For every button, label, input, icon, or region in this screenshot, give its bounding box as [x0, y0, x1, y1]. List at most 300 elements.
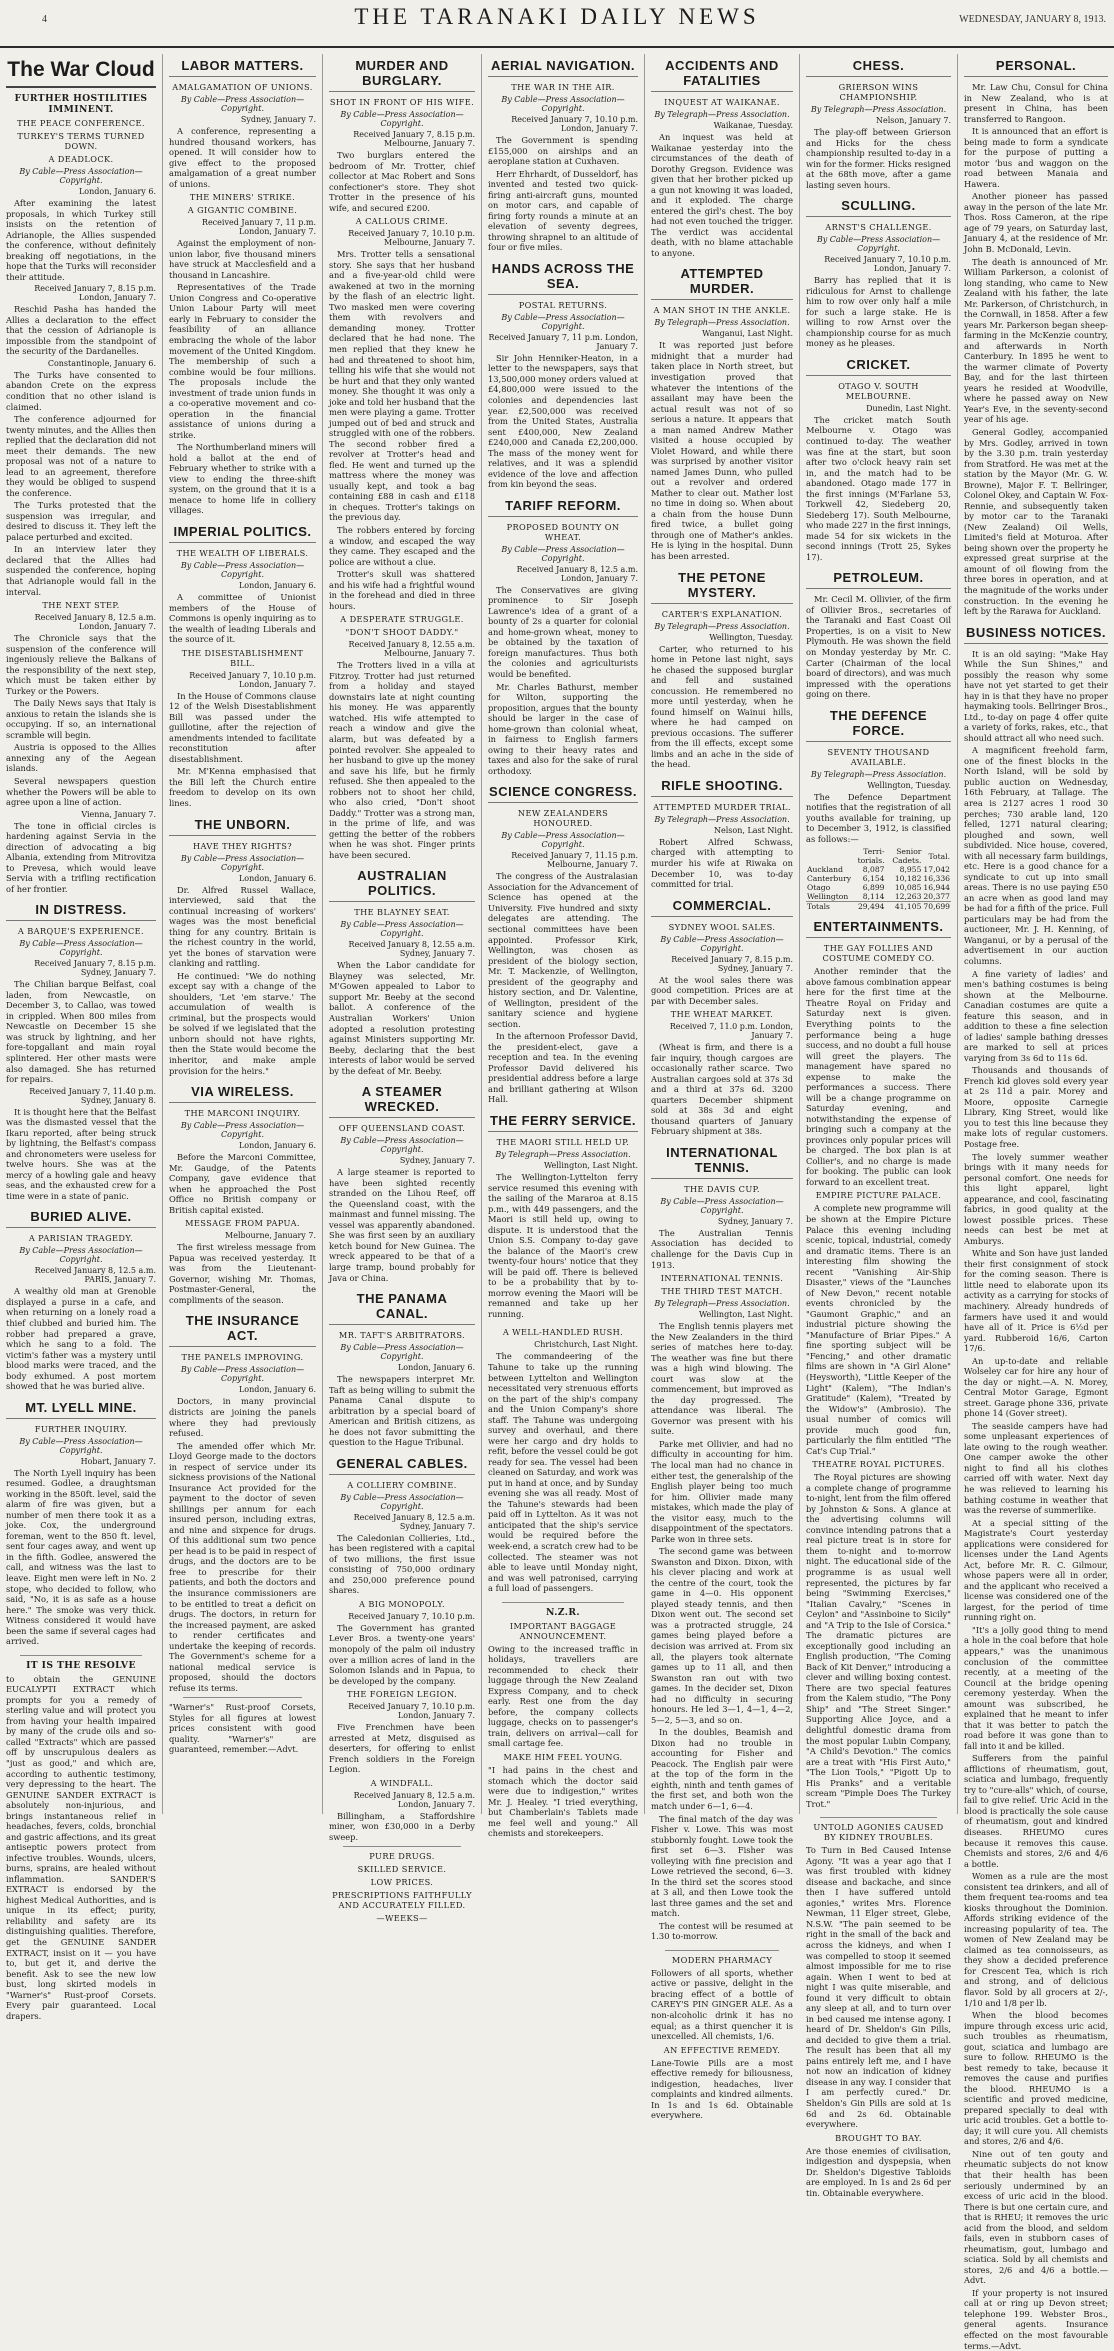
article-insurance-act [169, 1313, 316, 1755]
subheading: THE GAY FOLLIES AND COSTUME COMEDY CO. [822, 943, 935, 964]
headline: SCIENCE CONGRESS. [488, 784, 638, 803]
article-petone-mystery [651, 570, 793, 770]
dateline: Received January 7, 11.40 p.m. Sydney, January 8. [29, 1086, 156, 1105]
headline: The War Cloud [6, 58, 156, 88]
paragraph: The congress of the Australasian Association for the Advancement of Science has opened at the University. Five hundred and sixty delegates are attending. The sectional committees have been appointed. Professor Kirk, Wellington, was chosen as president of the biology section, Mr. T. Mackenzie, of Wellington, president of the geography and history section, and Dr. Valentine, of Wellington, president of the sanitary science and hygiene section. [488, 871, 638, 1029]
dateline: Constantinople, January 6. [47, 358, 156, 368]
paragraph: The death is announced of Mr. William Parkerson, a colonist of long standing, who came to New Zealand with his father, the late Mr. Parkerson, of Christchurch, in the Cornwall, in 1858. After a few years Mr. Parkerson began sheep-farming in the McKenzie country, and afterwards in North Canterbury. In 1895 he went to the warmer climate of Poverty Bay, and for the last thirteen years he resided at Woodville, where he passed away on New Year's Eve, in the seventy-second year of his age. [964, 256, 1108, 425]
paragraph: Parke met Ollivier, and had no difficulty in accounting for him. The local man had no chance in either test, the generalship of the English player being too much for him. Ollivier made many mistakes, which made the play of the visitor easy, much to the disappointment of the spectators. Parke won in three sets. [651, 1438, 793, 1544]
headline: AERIAL NAVIGATION. [488, 58, 638, 77]
dateline: Received January 7, 11.15 p.m. Melbourne, January 7. [511, 851, 638, 870]
table-row [806, 892, 951, 902]
credit-line: By Telegraph—Press Association. [654, 318, 790, 328]
dateline: Received January 8, 12.55 a.m. Melbourne, January 7. [348, 640, 475, 659]
credit-line: By Telegraph—Press Association. [654, 814, 790, 824]
paragraph: The Daily News says that Italy is anxious to retain the islands she is occupying. If so, an international scramble will begin. [6, 698, 156, 740]
paragraph: When the Labor candidate for Blayney was selected, Mr. M'Gowen appealed to Labor to support Mr. Beeby at the second ballot. A conference of the Australian Workers' Union adopted a resolution protesting against Ministers supporting Mr. Beeby, declaring that the best interests of labor would be served by the defeat of Mr. Beeby. [329, 960, 475, 1076]
dateline: Sydney, January 7. [240, 115, 316, 124]
paragraph: The Chronicle says that the suspension of the conference will ingeniously relieve the Balkans of the responsibility of the next step, which must be taken either by Turkey or the Powers. [6, 633, 156, 696]
paragraph: The Government has granted Lever Bros. a twenty-one years' monopoly of the palm oil industry over a million acres of land in the Solomon Islands and in Papua, to be developed by the company. [329, 1622, 475, 1686]
table-cell: 16,336 [923, 874, 950, 884]
paragraph: Doctors, in many provincial districts are joining the panels where they had previously refused. [169, 1396, 316, 1439]
subheading: THE DISESTABLISHMENT BILL. [181, 647, 304, 668]
headline: MURDER AND BURGLARY. [329, 58, 475, 92]
ad-text: "Warner's" Rust-proof Corsets, Styles for all figures at lowest prices consistent with good quality. "Warner's" are guaranteed, remember.—Advt. [169, 1702, 316, 1755]
paragraph: Billingham, a Staffordshire miner, won £30,000 in a Derby sweep. [329, 1810, 475, 1842]
paragraph: The Royal pictures are showing a complete change of programme to-night, lent from the film offered by Johnston & Sons. A glance at the advertising columns will convince intending patrons that a real picture treat is in store for them to-night and to-morrow night. The educational side of the programme is as usual well represented, the pictures by far being "Swimming Exercises," "Italian Cavalry," "Scenes in Ceylon" and "Assinboine to Sicily" and "A Trip to the Isle of Corsica." The dramatic pictures are exceptionally good including an English production, "The Coming Back of Kit Denver," introducing a clever and willing boxing contest. There are two special features from the Kalem studio, "The Pony Ship" and "The Street Singer." Supporting Alice Joyce, and a delightful domestic drama from the most popular Lubin Company, "A Child's Devotion." The comics are a treat with "His First Auto," "The Lion Tools," "Pigott Up to His Pranks" and a veritable scream "Pimple Does The Turkey Trot." [806, 1472, 951, 1809]
paragraph: The Defence Department notifies that the registration of all youths available for training, up to December 3, 1912, is classified as follows:— [806, 791, 951, 844]
column-4 [481, 54, 644, 1839]
headline: ATTEMPTED MURDER. [651, 266, 793, 300]
paragraph: Mrs. Trotter tells a sensational story. She says that her husband and a five-year-old child were awakened at two in the morning by the flash of an electric light. Two masked men were covering them with revolvers and demanding money. Trotter declared that he had none. The men replied that they knew he had and threatened to shoot him, telling his wife that she would not be hurt and that they only wanted money. She thought it was only a joke and told her husband that the men were playing a game. Trotter jumped out of bed and struck and struggled with one of the robbers. The second robber fired a revolver at Trotter's head and fled. He went and turned up the mattress where the money was usually kept, and took a bag containing £88 in cash and £118 in cheques. Trotter's takings on the previous day. [329, 249, 475, 523]
paragraph: Herr Ehrhardt, of Dusseldorf, has invented and tested two quick-firing anti-aircraft guns, mounted on motor cars, and capable of firing forty rounds a minute at an elevation of seventy degrees, throwing shrapnel to an altitude of four or five miles. [488, 168, 638, 253]
divider [20, 1655, 142, 1656]
ad-text: Lane-Towie Pills are a most effective remedy for biliousness, indigestion, headaches, liver complaints and kindred ailments. In 1s and 1s 6d. Obtainable everywhere. [651, 2057, 793, 2121]
headline: RIFLE SHOOTING. [651, 778, 793, 797]
dateline: London, January 6. [397, 1363, 475, 1373]
credit-line: By Cable—Press Association—Copyright. [501, 95, 625, 113]
dateline: Received January 7, 10.10 p.m. London, January 7. [511, 115, 638, 133]
credit-line: By Telegraph—Press Association. [810, 769, 947, 779]
credit-line: By Cable—Press Association—Copyright. [180, 1365, 305, 1384]
paragraph: It is announced that an effort is being made to form a syndicate for the purpose of putting a motor 'bus and waggon on the road between Manaia and Hawera. [964, 126, 1108, 189]
article-mt-lyell [6, 1400, 156, 1647]
dateline: Received January 7, 11 p.m. London, January 7. [488, 332, 638, 351]
subheading: ATTEMPTED MURDER TRIAL. [653, 801, 791, 812]
paragraph: In the House of Commons clause 12 of the Welsh Disestablishment Bill was passed under the guillotine, after the rejection of amendments intended to facilitate reconstitution after disestablishment. [169, 690, 316, 764]
dateline: Received January 8, 12.5 a.m. London, January 7. [34, 613, 156, 632]
paragraph: A magnificent freehold farm, one of the finest blocks in the North Island, will be sold by public auction on Wednesday, 16th February, at Tallage. The area is 2127 acres 1 rood 30 perches; 730 arable land, 120 felled, 1271 natural clearing; ploughed and sown, well subdivided. Nice house, covered, with all necessary farm buildings, etc. Here is a good chance for a syndicate to cut up into small areas. There is no use paying £50 an acre when as good land may be had for a fifth of the price. Full particulars may be had from the auctioneer, Mr. J. H. Kenning, of Wanganui, or by a perusal of the advertisement in our auction columns. [964, 745, 1108, 966]
paragraph: Sir John Henniker-Heaton, in a letter to the newspapers, says that 13,500,000 money orders valued at £4,800,000 were issued to the colonies and dependencies last year. £2,500,000 was received from the United States, Australia sent £400,000, New Zealand £240,000 and Canada £2,200,000. The mass of the money went for relatives, and it was a splendid evidence of the love and affection from kin beyond the seas. [488, 352, 638, 490]
paragraph: The Turks have consented to abandon Crete on the express condition that no other island is claimed. [6, 369, 156, 412]
article-entertainments [806, 919, 951, 1809]
credit-line: By Cable—Press Association—Copyright. [19, 167, 143, 185]
article-personal [964, 58, 1108, 617]
paragraph: Mr. Cecil M. Ollivier, of the firm of Ollivier Bros., secretaries of the Taranaki and East Coast Oil Properties, is on a visit to New Plymouth. He was shown the field on Monday yesterday by Mr. C. Carter (Chairman of the local board of directors), and was much impressed with the operations going on there. [806, 594, 951, 700]
table-cell: 8,087 [862, 865, 885, 875]
credit-line: By Cable—Press Association—Copyright. [816, 235, 941, 254]
paragraph: Nine out of ten gouty and rheumatic subjects do not know that their health has been seriously undermined by an excess of uric acid in the blood. There is but one certain cure, and that is RHEU; it removes the uric acid from the blood, and seldom fails, even in stubborn cases of rheumatism, gout, lumbago and sciatica. Sold by all chemists and stores, 2/6 and 4/6 a bottle.—Advt. [964, 2148, 1108, 2286]
headline: BURIED ALIVE. [6, 1209, 156, 1228]
headline: SCULLING. [806, 198, 951, 217]
paragraph: (Wheat is firm, and there is a fair inquiry, though cargoes are occasionally rather scarce. Two Australian cargoes sold at 37s 3d and a third at 37s 6d. 3200 quarters December shipment sold at 38s 3d and eight thousand quarters of January February shipment at 38s. [651, 1042, 793, 1137]
subheading: EMPIRE PICTURE PALACE. [815, 1190, 942, 1201]
table-cell: Wellington [807, 892, 849, 902]
paragraph: The first wireless message from Papua was received yesterday. It was from the Lieutenant-Governor, wishing Mr. Thomas, Postmaster-General, the compliments of the season. [169, 1242, 316, 1305]
ad-subheading: BROUGHT TO BAY. [835, 2132, 922, 2143]
article-australian-politics [329, 868, 475, 1076]
table-cell: 8,114 [862, 892, 885, 902]
column-7 [957, 54, 1114, 2351]
paragraph: In the doubles, Beamish and Dixon had no trouble in accounting for Fisher and Peacock. The English pair were at the top of the form in the eighth, ninth and tenth games of the first set, and both won the match under 6—1, 6—4. [651, 1727, 793, 1811]
dateline: Wellington, Tuesday. [867, 780, 951, 790]
credit-line: By Cable—Press Association—Copyright. [340, 920, 464, 939]
credit-line: By Cable—Press Association—Copyright. [501, 312, 625, 331]
article-well-handled-rush [488, 1327, 638, 1593]
table-row [806, 865, 951, 874]
subheading: INTERNATIONAL TENNIS. [660, 1273, 784, 1284]
dateline: Wellington, Last Night. [698, 1310, 793, 1320]
dateline: Waikanae, Tuesday. [713, 121, 793, 130]
paragraph: Dr. Alfred Russel Wallace, interviewed, said that the continual increasing of workers' wages was the most beneficial thing for any country. Britain is the richest country in the world, yet the bones of starvation were clanking and rattling. [169, 884, 316, 969]
paragraph: The Turks protested that the suspension was irregular, and desired to discuss it. They left the palace perturbed and excited. [6, 500, 156, 542]
dateline: Received January 7, 10.10 p.m. London, January 7. [824, 255, 951, 274]
dateline: Received January 8, 12.5 a.m. Sydney, January 7. [353, 1512, 475, 1531]
ad-text: To Turn in Bed Caused Intense Agony. "It was a year ago that I was first troubled with kidney disease and backache, and since then I have suffered untold agonies," writes Mrs. Florence Newman, 11 Elger street, Glebe, N.S.W. "The pain seemed to be right in the small of the back and across the kidneys, and when I was compelled to stoop it seemed almost impossible for me to rise again. When I went to bed at night I was quite miserable, and found it very difficult to obtain any sleep at all, and to turn over in bed caused me intense agony. I heard of Dr. Sheldon's Gin Pills, and decided to give them a trial. The result has been that all my pains entirely left me, and I have not now an indication of kidney disease in any way. I consider that I am perfectly cured." Dr. Sheldon's Gin Pills are sold at 1s 6d and 2s 6d. Obtainable everywhere. [806, 1845, 951, 2130]
dateline: Received January 7, 8.15 p.m. Sydney, January 7. [34, 959, 156, 978]
article-ferry-service [488, 1113, 638, 1319]
divider [183, 1697, 302, 1698]
dateline: Nelson, January 7. [875, 116, 951, 125]
table-cell: 8,955 [899, 865, 922, 875]
dateline: Melbourne, January 7. [225, 1231, 316, 1241]
credit-line: By Cable—Press Association—Copyright. [340, 110, 464, 128]
headline: A STEAMER WRECKED. [329, 1084, 475, 1118]
subheading: THE DAVIS CUP. [684, 1183, 760, 1194]
subheading: OTAGO V. SOUTH MELBOURNE. [838, 380, 919, 401]
ad-line: LOW PRICES. [370, 1877, 434, 1888]
ad-subheading: AN EFFECTIVE REMEDY. [663, 2044, 781, 2055]
issue-date: WEDNESDAY, JANUARY 8, 1913. [959, 14, 1106, 25]
paragraph: A committee of Unionist members of the House of Commons is openly inquiring as to the wealth of leading Liberals and the source of it. [169, 592, 316, 645]
paragraph: It is thought here that the Belfast was the dismasted vessel that the Ikaru reported, after being struck by lightning, the Belfast's compass and chronometers were useless for twelve hours. She was at the mercy of a howling gale and heavy seas, and the exhausted crew for a time were in a state of panic. [6, 1106, 156, 1201]
paragraph: "It's a jolly good thing to mend a hole in the coal before that hole appears," was the unanimous conclusion of the committee recently, at a meeting of the Council at the bridge opening ceremony yesterday. When the amount was subscribed, he explained that he meant to infer that it was better to patch the road before it was gone than to fall into it and be killed. [964, 1624, 1108, 1751]
headline: VIA WIRELESS. [169, 1084, 316, 1103]
subheading: PROPOSED BOUNTY ON WHEAT. [506, 521, 620, 542]
article-chess [806, 58, 951, 190]
dateline: Received January 7, 10.10 p.m. [348, 1611, 475, 1621]
paragraph: The Trotters lived in a villa at Fitzroy. Trotter had just returned from a holiday and stayed downstairs late at night counting his money. He was apparently watched. His wife attempted to reach a window and give the alarm, but was defeated by a pointed revolver. She appealed to her husband to give up the money and save his life, but he firmly refused. She then appealed to the robbers not to shoot her child, who also cried, "Don't shoot Daddy." Trotter was a strong man, in the prime of life, and was getting the better of the robbers when he was shot. Finger prints have been secured. [329, 660, 475, 860]
table-cell: 20,377 [923, 892, 950, 902]
headline: HANDS ACROSS THE SEA. [488, 261, 638, 295]
paragraph: Against the employment of non-union labor, five thousand miners have struck at Macclesfield and a thousand in Lancashire. [169, 238, 316, 280]
table-cell: 6,154 [862, 874, 885, 884]
table-cell: 70,699 [923, 902, 950, 912]
subheading: THE MINERS' STRIKE. [189, 192, 296, 203]
ad-heading: UNTOLD AGONIES CAUSED BY KIDNEY TROUBLES. [813, 1822, 944, 1843]
headline: THE UNBORN. [169, 817, 316, 836]
paragraph: Sufferers from the painful afflictions of rheumatism, gout, sciatica and lumbago, frequently try to "cure-alls" which, of course, fail to give relief. Uric Acid in the blood is practically the sole cause of rheumatism, gout and kindred diseases. RHEUMO cures because it removes this cause. Chemists and stores, 2/6 and 4/6 a bottle. [964, 1753, 1108, 1869]
dateline: Received January 7, 8.15 p.m. Sydney, January 7. [671, 954, 793, 973]
ad-line: PRESCRIPTIONS FAITHFULLY AND ACCURATELY FILLED. [332, 1890, 472, 1911]
ad-heading: MODERN PHARMACY [671, 1954, 773, 1965]
dateline: London, January 6. [238, 581, 316, 590]
paragraph: Another pioneer has passed away in the person of the late Mr. Thos. Ross Cameron, at the ripe age of 79 years, on Saturday last, January 4, at the residence of Mr. John B. McDonald, Levin. [964, 191, 1108, 254]
dateline: London, January 6. [238, 1141, 316, 1151]
paragraph: Representatives of the Trade Union Congress and Co-operative Union Labour Party will meet early in February to consider the feasibility of an alliance embracing the whole of the labor movement of the United Kingdom. The membership of such a combine would be four millions. The proposals include the investment of trade union funds in a co-operative movement and co-operation in the financial assistance of unions during a strike. [169, 282, 316, 440]
article-war-cloud [6, 58, 156, 894]
paragraph: The seaside campers have had some unpleasant experiences of late owing to the rough weather. One camper awoke the other night to find all his clothes carried off with water. Next day he was relieved to learning his bathing costume in weather that was the reverse of summerlike. [964, 1420, 1108, 1516]
credit-line: By Cable—Press Association—Copyright. [19, 1246, 143, 1265]
table-cell: Canterbury [807, 874, 852, 884]
article-cricket [806, 357, 951, 562]
headline: ENTERTAINMENTS. [806, 919, 951, 938]
credit-line: By Telegraph—Press Association. [810, 105, 947, 114]
ad-line: SKILLED SERVICE. [357, 1864, 447, 1875]
subheading: CARTER'S EXPLANATION. [661, 608, 783, 619]
advertisement-pharmacy [651, 1955, 793, 2121]
ad-subheading: MAKE HIM FEEL YOUNG. [503, 1751, 623, 1762]
ad-text: Are those enemies of civilisation, indigestion and dyspepsia, when Dr. Sheldon's Digestive Tabloids are employed. In 1s and 2s 6d per tin. Obtainable everywhere. [806, 2145, 951, 2198]
subheading: A DEADLOCK. [48, 154, 114, 164]
headline: GENERAL CABLES. [329, 1456, 475, 1475]
credit-line: By Cable—Press Association—Copyright. [19, 1436, 143, 1455]
credit-line: By Cable—Press Association—Copyright. [501, 831, 625, 850]
paragraph: The Northumberland miners will hold a ballot at the end of February whether to strike with a view to ending the three-shift system, on the ground that it is a menace to home life in colliery villages. [169, 442, 316, 516]
ad-heading: IT IS THE RESOLVE [26, 1659, 136, 1671]
paragraph: At the wool sales there was good competition. Prices are at par with December sales. [651, 974, 793, 1006]
table-cell: 6,899 [862, 883, 885, 893]
subheading: MESSAGE FROM PAPUA. [185, 1218, 300, 1229]
article-accidents [651, 58, 793, 258]
column-6 [799, 54, 957, 2198]
credit-line: By Cable—Press Association—Copyright. [340, 1136, 464, 1155]
headline: COMMERCIAL. [651, 898, 793, 917]
subheading: THE THIRD TEST MATCH. [661, 1286, 783, 1297]
divider [665, 1950, 779, 1951]
paragraph: General Godley, accompanied by Mrs. Godley, arrived in town by the 3.30 p.m. train yesterday from Stratford. He was met at the station by the Mayor (Mr. G. W. Browne), Major F. T. Bellringer, Colonel Okey, and Captain W. Fox-Rennie, and subsequently taken by motor car to the Taranaki (New Zealand) Oil Wells, Limited's field at Moturoa. After being shown over the property he expressed great surprise at the amount of oil flowing from the three bores in operation, and at the magnitude of the works under construction. In the evening he left by the Rarawa for Auckland. [964, 427, 1108, 617]
ad-text: Followers of all sports, whether active or passive, delight in the bracing effect of a bottle of CAREY'S PIN GINGER ALE. As a non-alcoholic drink it has no equal; as a thirst quencher it is unexcelled. All chemists, 1/6. [651, 1967, 793, 2042]
subheading: NEW ZEALANDERS HONOURED. [517, 808, 609, 829]
dateline: Received January 7, 11 p.m. London, January 7. [201, 218, 316, 237]
paragraph: An inquest was held at Waikanae yesterday into the circumstances of the death of Dorothy Gregson. Evidence was given that her brother picked up a gun not knowing it was loaded, and it exploded. The charge entered the girl's chest. The boy had not even touched the trigger. The verdict was accidental death, with no blame attachable to anyone. [651, 132, 793, 258]
table-row [806, 874, 951, 883]
table-header: Terri-torials. [857, 847, 885, 866]
article-general-cables [329, 1456, 475, 1924]
paragraph: Before the Marconi Committee, Mr. Gaudge, of the Patents Company, gave evidence that when he approached the Post Office no British company or British capital existed. [169, 1152, 316, 1215]
dateline: Received January 7, 10.10 p.m. London, January 7. [348, 1702, 475, 1721]
dateline: Vienna, January 7. [81, 809, 156, 819]
paragraph: In the afternoon Professor David, the president-elect, gave a reception and tea. In the evening Professor David delivered his presidential address before a large and brilliant gathering at Wilson Hall. [488, 1031, 638, 1105]
article-tariff-reform [488, 498, 638, 777]
advertisement-baggage [488, 1607, 638, 1839]
credit-line: By Telegraph—Press Association. [654, 621, 790, 631]
ad-subheading: IMPORTANT BAGGAGE ANNOUNCEMENT. [509, 1620, 617, 1641]
subheading: THE WEALTH OF LIBERALS. [176, 548, 309, 558]
paragraph: Two burglars entered the bedroom of Mr. Trotter, chief collector at Mac Robert and Sons confectioner's store. They shot Trotter in the presence of his wife, and secured £200. [329, 150, 475, 213]
table-cell: 12,263 [894, 892, 922, 902]
article-rifle-shooting [651, 778, 793, 890]
paragraph: Mr. M'Kenna emphasised that the Bill left the Church entire freedom to develop on its own lines. [169, 766, 316, 808]
dateline: Received January 7, 8.15 p.m. London, January 7. [34, 284, 156, 303]
table-cell: 41,105 [886, 902, 923, 912]
headline: THE PANAMA CANAL. [329, 1291, 475, 1325]
headline: LABOR MATTERS. [169, 58, 316, 77]
subheading: HAVE THEY RIGHTS? [192, 840, 293, 851]
subheading: THE BLAYNEY SEAT. [354, 907, 450, 918]
subheading: "DON'T SHOOT DADDY." [345, 627, 459, 638]
paragraph: A complete new programme will be shown at the Empire Picture Palace this evening including scenic, topical, industrial, comedy and dramatic items. There is an interesting film showing the recent "Vanishing Air-Ship Disaster," views of the "Launches of New Devon," recent notable events chronicled by the "Gaumont Graphic," and an industrial picture showing the "Manufacture of Briar Pipes." A fine sporting subject will be "Fencing," and other dramatic films are shown in "A Girl Alone" (Heysworth), "Little Keeper of the Light" (Kalem), "The Indian's Gratitude" (Kalem), "Treated by the Widow's" (Ambrosio). The usual number of comics will provide much good fun, particularly the film entitled "The Cat's Cup Trial." [806, 1203, 951, 1456]
subheading: A DESPERATE STRUGGLE. [340, 614, 464, 625]
headline: TARIFF REFORM. [488, 498, 638, 517]
article-in-distress [6, 902, 156, 1201]
table-cell: Totals [806, 902, 852, 912]
credit-line: By Telegraph—Press Association. [495, 1150, 631, 1159]
subheading: A WINDFALL. [370, 1777, 434, 1788]
subheading: A WELL-HANDLED RUSH. [502, 1327, 624, 1338]
ad-line: PURE DRUGS. [369, 1851, 435, 1862]
credit-line: By Cable—Press Association—Copyright. [180, 95, 305, 113]
table-header: Senior Cadets. [892, 847, 922, 866]
dateline: Received January 8, 12.5 a.m. PARIS, January 7. [34, 1266, 156, 1285]
table-header-row [806, 847, 951, 865]
dateline: London, January 6. [78, 187, 156, 196]
subheading: A GIGANTIC COMBINE. [187, 205, 298, 216]
paragraph: The North Lyell inquiry has been resumed. Godlee, a draughtsman working in the 850ft. level, said the alarm of fire was given, but a number of men there took it as a joke. Cox, the underground foreman, went to the 850 ft. level, sent four cages away, and went up in the fifth. Godlee, answered the call, and witness was the last to leave. Eight men were left in No. 2 stope, who decided to follow, who said, "No, it is as safe as a house here." The smoke was very thick. Witness considered it would have been the same if several cages had arrived. [6, 1467, 156, 1647]
subheading: THEATRE ROYAL PICTURES. [812, 1459, 945, 1470]
paragraph: A conference, representing a hundred thousand workers, has opened. It will consider how to give effect to the proposed amalgamation of a great number of unions. [169, 126, 316, 189]
paragraph: Women as a rule are the most consistent tea drinkers, and all of them frequent tea-rooms and tea kiosks throughout the Dominion. Affords striking evidence of the increasing popularity of tea. The women of New Zealand may be claimed as tea connoisseurs, as they show a decided preference for Crescent Tea, which is rich and strong, and of delicious flavor. Sold by all grocers at 2/-, 1/10 and 1/8 per lb. [964, 1871, 1108, 2008]
headline: PERSONAL. [964, 58, 1108, 77]
paragraph: It was reported just before midnight that a murder had taken place in North street, but investigation proved that whatever the intentions of the assailant may have been the actual result was not of so serious a nature. It appears that a man named Andrew Mather visited a house occupied by Violet Howard, and while there was surprised by another visitor named James Dunn, who pulled out a revolver and ordered Mather to clear out. Mather lost no time in doing so. When about a chain from the house Dunn fired twice, a bullet going through one of Mather's ankles. He is lying in the hospital. Dunn has been arrested. [651, 340, 793, 561]
article-via-wireless [169, 1084, 316, 1305]
table-cell: 10,182 [894, 874, 922, 884]
advertisement-kidney [806, 1822, 951, 2198]
paragraph: Trotter's skull was shattered and his wife had a frightful wound in the forehead and died in three hours. [329, 569, 475, 611]
article-commercial [651, 898, 793, 1137]
paragraph: The English tennis players met the New Zealanders in the third series of matches here to-day. The weather was fine but there was a high wind blowing. The court was slow at the commencement, but improved as the day progressed. The attendance was liberal. The Governor was present with his suite. [651, 1321, 793, 1437]
dateline: Hobart, January 7. [80, 1456, 156, 1466]
table-row [806, 883, 951, 892]
credit-line: By Cable—Press Association—Copyright. [180, 561, 305, 579]
paragraph: The newspapers interpret Mr. Taft as being willing to submit the Panama Canal dispute to arbitration by a special board of American and British citizens, as he does not favor submitting the question to the Hague Tribunal. [329, 1374, 475, 1448]
paragraph: An up-to-date and reliable Wolseley car for hire any hour of the day or night.—A. N. Morey, Central Motor Garage, Egmont street. Garage phone 336, private phone 14 (Gover street). [964, 1355, 1108, 1419]
article-hands-across-sea [488, 261, 638, 490]
credit-line: By Cable—Press Association—Copyright. [19, 939, 143, 958]
paragraph: The commandeering of the Tahune to take up the running between Lyttelton and Wellington necessitated very strenuous efforts on the part of the ship's company and the Union Company's shore staff. The Tahune was undergoing survey and overhaul, and there were her cargo and dry holds to refit, before the vessel could be got ready for sea. The vessel had been cleaned on Saturday, and work was put in hand at once, and by Sunday evening she was all ready. Most of the Tahune's stewards had been paid off in Lyttelton. As it was not anticipated that the ship's service would be required before the week-end, a scratch crew had to be collected. The steamer was not able to leave until Monday night, and was well patronised, carrying a full load of passengers. [488, 1351, 638, 1594]
paragraph: The Wellington-Lyttelton ferry service resumed this evening with the sailing of the Mararoa at 8.15 p.m., with 449 passengers, and the Maori is still held up, owing to dispute. It is understood that the Union S.S. Company to-day gave the balance of the Maori's crew twenty-four hours' notice that they will be paid off. There is believed to be a probability that by to-morrow evening the Maori will be remanned and take up her running. [488, 1172, 638, 1319]
subheading: POSTAL RETURNS. [518, 299, 608, 310]
credit-line: By Telegraph—Press Association. [654, 110, 790, 119]
dateline: Received January 7, 8.15 p.m. Melbourne, January 7. [353, 130, 475, 148]
table-total-row [806, 902, 951, 912]
article-steamer-wrecked [329, 1084, 475, 1283]
ad-text: "I had pains in the chest and stomach which the doctor said were due to indigestion," writes Mr. J. Healey. "I tried everything, but Chamberlain's Tablets made me feel well and young." All chemists and storekeepers. [488, 1764, 638, 1839]
credit-line: By Telegraph—Press Association. [654, 1299, 790, 1309]
paragraph: Several newspapers question whether the Powers will be able to agree upon a line of action. [6, 775, 156, 808]
article-business-notices [964, 625, 1108, 2351]
column-3 [322, 54, 481, 1924]
subheading: THE MARCONI INQUIRY. [184, 1108, 301, 1119]
subheading: THE MAORI STILL HELD UP. [496, 1137, 630, 1147]
dateline: Received January 8, 12.55 a.m. Sydney, January 7. [348, 940, 475, 959]
dateline: Nelson, Last Night. [714, 825, 793, 835]
article-international-tennis [651, 1145, 793, 1942]
paragraph: Carter, who returned to his home in Petone last night, says he chased the supposed burglar and fell and sustained concussion. He remembered no more until yesterday, when he found himself on Wainui hills, where he had camped on previous occasions. The sufferer from the ill effects, except some limbs and an ache in the side of the head. [651, 643, 793, 770]
headline: ACCIDENTS AND FATALITIES [651, 58, 793, 92]
table-cell: Otago [807, 883, 831, 893]
article-science-congress [488, 784, 638, 1105]
subheading: MR. TAFT'S ARBITRATORS. [338, 1330, 466, 1341]
subheading: A COLLIERY COMBINE. [347, 1479, 457, 1490]
subheading: THE WAR IN THE AIR. [511, 82, 615, 92]
paragraph: Another reminder that the above famous combination appear here for the first time at the Theatre Royal on Friday and Saturday next is given. Everything points to the performance being a huge success, and no doubt a full house will greet the players. The management have spared no expense to make the performances a success. There will be a change programme on Saturday evening, and notwithstanding the expense of bringing such a company at the provinces only popular prices will be charged. The box plan is at Collier's, and no charge is made for booking. The public can look forward to an excellent treat. [806, 966, 951, 1187]
dateline: Wanganui, Last Night. [702, 329, 793, 339]
subheading: SYDNEY WOOL SALES. [668, 921, 776, 932]
paragraph: Austria is opposed to the Allies annexing any of the Aegean islands. [6, 742, 156, 774]
paragraph: The amended offer which Mr. Lloyd George made to the doctors in respect of service under its sickness provisions of the National Insurance Act provided for the payment to the doctor of seven shillings per annum for each insured person, including extras, and nine and sixpence for drugs. Of this additional sum two pence per head is to be paid in respect of drugs, and the doctors are to be free to prescribe for their patients, and both the doctors and the insurance commissioners are to be entitled to treat a deficit on drugs. The doctors, in return for the increased payment, are asked to render certificates and undertake the keeping of records. The Government's scheme for a national medical service is proposed, should the doctors refuse its terms. [169, 1440, 316, 1693]
paragraph: The robbers entered by forcing a window, and escaped the way they came. They escaped and the police are without a clue. [329, 525, 475, 567]
paragraph: White and Son have just landed their first consignment of stock for the coming season. There is little need to elaborate upon its activity as a carrying for stocks of machinery. Already hundreds of farmers have used it and would have all of it. Price is 6½d per yard. Rubberoid 16/6, Carton 17/6. [964, 1248, 1108, 1354]
headline: BUSINESS NOTICES. [964, 625, 1108, 644]
column-5 [644, 54, 799, 2121]
paragraph: After examining the latest proposals, in which Turkey still insists on the retention of Adrianople, the Allies suspended the conference, without definitely breaking off negotiations, in the hope that the Turks will reconsider their attitude. [6, 198, 156, 282]
credit-line: By Cable—Press Association—Copyright. [501, 544, 625, 563]
paragraph: Robert Alfred Schwass, charged with attempting to murder his wife at Riwaka on December 10, was to-day committed for trial. [651, 836, 793, 890]
subheading: GRIERSON WINS CHAMPIONSHIP. [838, 82, 919, 102]
dateline: Received January 7, 10.10 p.m. London, January 7. [189, 670, 316, 689]
paragraph: A large steamer is reported to have been sighted recently stranded on the Lihou Reef, off the Queensland coast, with the mainmast and funnel missing. The vessel was apparently abandoned. She was first seen by an auxiliary ketch bound for New Guinea. The wreck appeared to be that of a large tramp, bound probably for Java or China. [329, 1167, 475, 1283]
dateline: Dunedin, Last Night. [866, 403, 951, 413]
advertisement-sander-extract [6, 1660, 156, 2022]
paragraph: The play-off between Grierson and Hicks for the chess championship resulted to-day in a win for the former. Hicks resigned at the 68th move, after a game lasting seven hours. [806, 127, 951, 190]
subheading: A CALLOUS CRIME. [355, 216, 449, 227]
paragraph: Mr. Charles Bathurst, member for Wilton, supporting the proposition, argues that the bounty should be larger in the case of home-grown than colonial wheat, in fairness to English farmers owing to their heavy rates and taxes and also for the sake of rural orthodoxy. [488, 681, 638, 776]
paragraph: If your property is not insured call at or ring up Devon street; telephone 199. Webster Bros., general agents. Insurance effected on the most favourable terms.—Advt. [964, 2287, 1108, 2351]
article-panama-canal [329, 1291, 475, 1448]
ad-heading: N.Z.R. [546, 1606, 580, 1618]
paragraph: The lovely summer weather brings with it many needs for personal comfort. One needs for this light apparel, light appearance, and cool, fascinating fabrics, in good quality at the lowest possible prices. These needs can best be met at Amburys. [964, 1151, 1108, 1246]
headline: IMPERIAL POLITICS. [169, 524, 316, 543]
article-labor-matters [169, 58, 316, 516]
column-2 [162, 54, 322, 1814]
article-attempted-murder [651, 266, 793, 561]
headline: AUSTRALIAN POLITICS. [329, 868, 475, 902]
credit-line: By Cable—Press Association—Copyright. [660, 1196, 784, 1215]
subheading: SEVENTY THOUSAND AVAILABLE. [827, 746, 930, 767]
paragraph: The conference adjourned for twenty minutes, and the Allies then replied that the declaration did not meet their demands. The new proposal was not of a nature to lead to an agreement, therefore they would be obliged to suspend the conference. [6, 414, 156, 498]
dateline: Christchurch, Last Night. [534, 1340, 638, 1350]
page-number: 4 [42, 14, 47, 25]
paragraph: Thousands and thousands of French kid gloves sold every year at 2s 11d a pair. Morey and Moore, opposite Carnegie Library, King Street, would like you to test this line because they make lots of regular customers. Postage free. [964, 1065, 1108, 1149]
paragraph: In an interview later they declared that the Allies had suspended the conference, hoping that Adrianople would fall in the interval. [6, 544, 156, 597]
headline: THE INSURANCE ACT. [169, 1313, 316, 1347]
article-defence-force [806, 708, 951, 912]
subheading: THE NEXT STEP. [42, 600, 120, 611]
paragraph: The contest will be resumed at 1.30 to-morrow. [651, 1920, 793, 1942]
headline: THE DEFENCE FORCE. [806, 708, 951, 742]
dateline: Wellington, Last Night. [543, 1161, 638, 1170]
headline: CRICKET. [806, 357, 951, 376]
headline: PETROLEUM. [806, 570, 951, 589]
subheading: A BIG MONOPOLY. [359, 1598, 445, 1609]
paragraph: Reschid Pasha has handed the Allies a declaration to the effect that the cession of Adrianople is impossible from the standpoint of the security of the Dardanelles. [6, 304, 156, 357]
credit-line: By Cable—Press Association—Copyright. [180, 1121, 305, 1140]
dateline: London, January 6. [238, 873, 316, 883]
ad-text: to obtain the GENUINE EUCALYPTI EXTRACT which prompts for you a remedy of sterling value and will protect you from having your health impaired by many of the crude oils and so-called "Extracts" which are passed off by unscrupulous dealers as "just as good," and which are, according to authentic testimony, very depressing to the heart. The GENUINE SANDER EXTRACT is absolutely non-injurious, and brings instantaneous relief in headaches, fevers, colds, bronchial and gastric affections, and its great antiseptic powers protect from infective troubles. Wounds, ulcers, burns, sprains, are healed without inflammation. SANDER'S EXTRACT is endorsed by the highest Medical Authorities, and is unique in its effect; purity, reliability and safety are its distinguishing qualities. Therefore, get the GENUINE SANDER EXTRACT, insist on it — you have to, but get it, and derive the benefit. Ask to see the new low bust, long skirted models in "Warner's" Rust-proof Corsets. Every pair guaranteed. Local drapers. [6, 1673, 156, 2021]
paragraph: A wealthy old man at Grenoble displayed a purse in a cafe, and when returning on a lonely road a thief clubbed and buried him. The robber had prepared a grave, which he sang to a fold. The victim's father was a mystery until blood marks were traced, and the body exhumed. A post mortem showed that he was buried alive. [6, 1286, 156, 1392]
credit-line: By Cable—Press Association—Copyright. [340, 1492, 464, 1511]
subheading: THE PEACE CONFERENCE. [17, 118, 145, 128]
paragraph: Mr. Law Chu, Consul for China in New Zealand, who is at present in China, has been transferred to Rangoon. [964, 82, 1108, 124]
masthead [0, 0, 1114, 48]
ad-text: Owing to the increased traffic in holidays, travellers are recommended to check their luggage through the New Zealand Express Company, and to check early. Rest one from the day before, the company collects luggage, checks on to passenger's train, delivers on arrival—call for small cartage fee. [488, 1643, 638, 1749]
paragraph: The Conservatives are giving prominence to Sir Joseph Lawrence's idea of a grant of a bounty of 2s a quarter for colonial and home-grown wheat, money to be obtained by the taxation of foreign manufactures. Thus both the colonies and agriculturists would be benefited. [488, 584, 638, 679]
paragraph: Barry has replied that it is ridiculous for Arnst to challenge him to row over only half a mile for such a large stake. He is willing to row Arnst over the championship course for as much money as he pleases. [806, 275, 951, 349]
dateline: London, January 6. [238, 1385, 316, 1395]
subheading: A PARISIAN TRAGEDY. [28, 1233, 134, 1244]
article-imperial-politics [169, 524, 316, 809]
subheading: INQUEST AT WAIKANAE. [664, 97, 780, 107]
subheading: ARNST'S CHALLENGE. [825, 222, 932, 233]
article-aerial-navigation [488, 58, 638, 253]
paragraph: The Australian Tennis Association has decided to challenge for the Davis Cup in 1913. [651, 1227, 793, 1270]
headline: MT. LYELL MINE. [6, 1400, 156, 1419]
subheading: SHOT IN FRONT OF HIS WIFE. [329, 97, 475, 107]
credit-line: By Cable—Press Association—Copyright. [180, 853, 305, 872]
table-cell: Auckland [807, 865, 843, 875]
paragraph: He continued: "We do nothing except say with a change of the shoulders, 'Let 'em starve.' The accumulation of wealth is criminal, but the prospects would be solved if we legislated that the unborn should not have rights, then the State would become the inheritor, and make ample provision for the heirs." [169, 970, 316, 1076]
